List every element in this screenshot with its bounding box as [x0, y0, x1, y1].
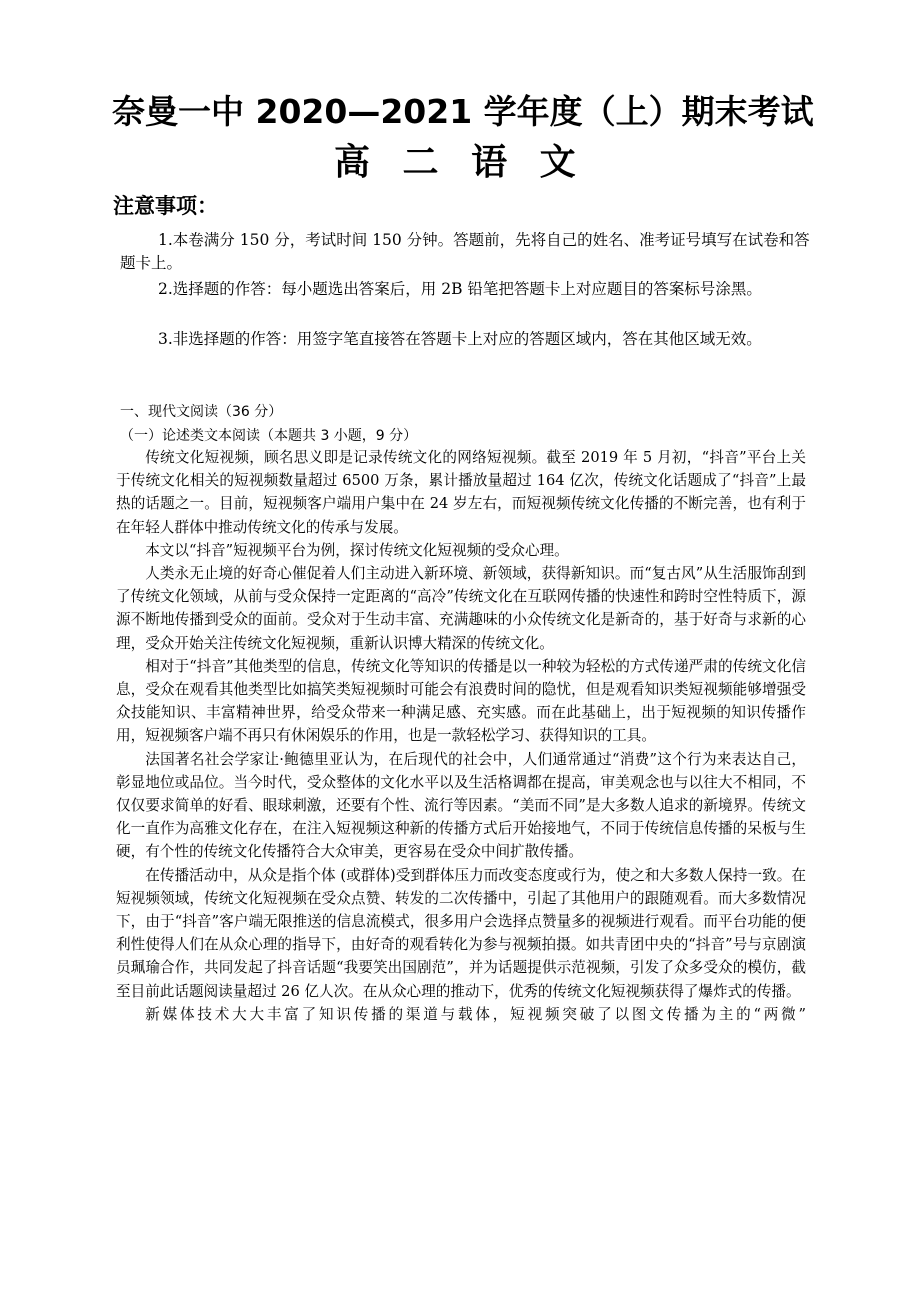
- passage-paragraph: 传统文化短视频，顾名思义即是记录传统文化的网络短视频。截至 2019 年 5 月初，“抖音”平台上关于传统文化相关的短视频数量超过 6500 万条，累计播放量超过 164 亿次，传统文化话题成了“抖音”上最热的话题之一。目前，短视频客户端用户集中在 24 岁左右，而短视频传统文化传播的不断完善，也有利于在年轻人群体中推动传统文化的传承与发展。: [116, 449, 806, 536]
- passage-paragraph: 人类永无止境的好奇心催促着人们主动进入新环境、新领域，获得新知识。而“复古风”从生活服饰刮到了传统文化领域，从前与受众保持一定距离的“高冷”传统文化在互联网传播的快速性和跨时空性特质下，源源不断地传播到受众的面前。受众对于生动丰富、充满趣味的小众传统文化是新奇的，基于好奇与求新的心理，受众开始关注传统文化短视频，重新认识博大精深的传统文化。: [116, 565, 806, 652]
- passage-paragraph: 本文以“抖音”短视频平台为例，探讨传统文化短视频的受众心理。: [145, 541, 569, 559]
- reading-passage: [116, 446, 806, 1026]
- notice-item: 3.非选择题的作答：用签字笔直接答在答题卡上对应的答题区域内，答在其他区域无效。: [158, 330, 762, 348]
- notice-item: 2.选择题的作答：每小题选出答案后，用 2B 铅笔把答题卡上对应题目的答案标号涂黑。: [158, 280, 762, 298]
- notice-heading: 注意事项：: [113, 194, 218, 218]
- passage-paragraph: 在传播活动中，从众是指个体 (或群体)受到群体压力而改变态度或行为，使之和大多数人保持一致。在短视频领域，传统文化短视频在受众点赞、转发的二次传播中，引起了其他用户的跟随观看。而大多数情况下，由于“抖音”客户端无限推送的信息流模式，很多用户会选择点赞量多的视频进行观看。而平台功能的便利性使得人们在从众心理的指导下，由好奇的观看转化为参与视频拍摄。如共青团中央的“抖音”号与京剧演员珮瑜合作，共同发起了抖音话题“我要笑出国剧范”，并为话题提供示范视频，引发了众多受众的模仿，截至目前此话题阅读量超过 26 亿人次。在从众心理的推动下，优秀的传统文化短视频获得了爆炸式的传播。: [116, 866, 806, 1000]
- notice-item: 1.本卷满分 150 分，考试时间 150 分钟。答题前，先将自己的姓名、准考证号填写在试卷和答题卡上。: [120, 231, 810, 272]
- subsection-heading: （一）论述类文本阅读（本题共 3 小题，9 分）: [120, 428, 418, 444]
- passage-paragraph: 相对于“抖音”其他类型的信息，传统文化等知识的传播是以一种较为轻松的方式传递严肃的传统文化信息，受众在观看其他类型比如搞笑类短视频时可能会有浪费时间的隐忧，但是观看知识类短视频能够增强受众技能知识、丰富精神世界，给受众带来一种满足感、充实感。而在此基础上，出于短视频的知识传播作用，短视频客户端不再只有休闲娱乐的作用，也是一款轻松学习、获得知识的工具。: [116, 657, 806, 745]
- exam-title: 奈曼一中 2020—2021 学年度（上）期末考试: [112, 92, 814, 131]
- section-heading: 一、现代文阅读（36 分）: [120, 404, 283, 420]
- passage-paragraph: 法国著名社会学家让·鲍德里亚认为，在后现代的社会中，人们通常通过“消费”这个行为来表达自己，彰显地位或品位。当今时代，受众整体的文化水平以及生活格调都在提高，审美观念也与以往大不相同，不仅仅要求简单的好看、眼球刺激，还要有个性、流行等因素。“美而不同”是大多数人追求的新境界。传统文化一直作为高雅文化存在，在注入短视频这种新的传播方式后开始接地气，不同于传统信息传播的呆板与生硬，有个性的传统文化传播符合大众审美，更容易在受众中间扩散传播。: [116, 750, 806, 861]
- passage-paragraph: 新媒体技术大大丰富了知识传播的渠道与载体，短视频突破了以图文传播为主的“两微”: [145, 1005, 806, 1023]
- subject-title: 高 二 语 文: [334, 142, 586, 183]
